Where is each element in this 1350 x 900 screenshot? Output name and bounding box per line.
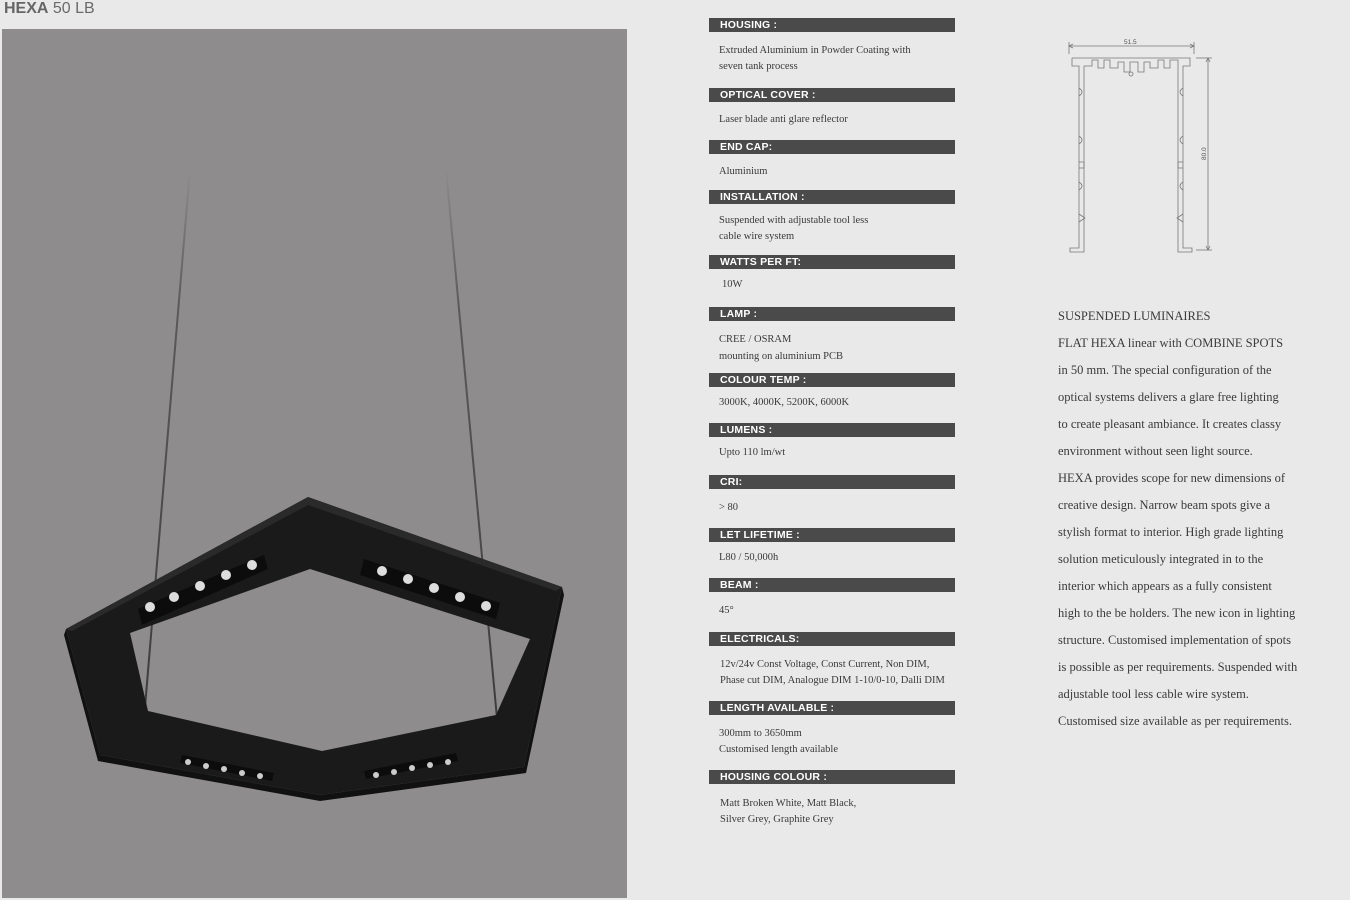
spec-value-optical-cover: Laser blade anti glare reflector	[719, 114, 848, 125]
product-description	[1058, 303, 1338, 735]
description-line: high to the be holders. The new icon in lighting	[1058, 606, 1296, 620]
hexagon-fixture	[66, 497, 562, 795]
spec-value-housing: Extruded Aluminium in Powder Coating with seven tank process	[719, 45, 911, 72]
spec-label-end-cap: END CAP:	[709, 140, 955, 154]
spec-label-length-available: LENGTH AVAILABLE :	[709, 701, 955, 715]
spec-value-let-lifetime: L80 / 50,000h	[719, 552, 779, 563]
description-line: to create pleasant ambiance. It creates classy	[1058, 417, 1282, 431]
description-line: interior which appears as a fully consistent	[1058, 579, 1272, 593]
description-line: stylish format to interior. High grade lighting	[1058, 525, 1284, 539]
description-line: structure. Customised implementation of spots	[1058, 633, 1291, 647]
spec-label-optical-cover: OPTICAL COVER :	[709, 88, 955, 102]
spec-value-colour-temp: 3000K, 4000K, 5200K, 6000K	[719, 397, 850, 408]
spec-value-lamp: CREE / OSRAM mounting on aluminium PCB	[719, 334, 843, 362]
product-model: 50 LB	[52, 0, 95, 17]
description-line: FLAT HEXA linear with COMBINE SPOTS	[1058, 336, 1284, 350]
description-line: in 50 mm. The special configuration of the	[1058, 363, 1272, 377]
spec-label-installation: INSTALLATION :	[709, 190, 955, 204]
spec-label-lamp: LAMP :	[709, 307, 955, 321]
suspension-wire-right	[446, 169, 498, 729]
product-photo	[2, 29, 627, 898]
spec-value-length-available: 300mm to 3650mm Customised length available	[719, 728, 838, 755]
suspension-wire-left	[144, 169, 190, 719]
spec-label-colour-temp: COLOUR TEMP :	[709, 373, 955, 387]
profile-cross-section	[1062, 36, 1222, 258]
description-line: is possible as per requirements. Suspended with	[1058, 660, 1298, 674]
product-name: HEXA	[4, 0, 49, 17]
spec-label-cri: CRI:	[709, 475, 955, 489]
spec-value-installation: Suspended with adjustable tool less cable wire system	[719, 215, 869, 242]
description-line: optical systems delivers a glare free lighting	[1058, 390, 1279, 404]
drawing-height-label: 80.0	[1201, 147, 1208, 160]
description-line: Customised size available as per requirements.	[1058, 714, 1292, 728]
description-line: environment without seen light source.	[1058, 444, 1253, 458]
spec-value-housing-colour: Matt Broken White, Matt Black, Silver Grey, Graphite Grey	[720, 798, 857, 825]
description-heading: SUSPENDED LUMINAIRES	[1058, 309, 1211, 323]
spec-value-electricals: 12v/24v Const Voltage, Const Current, Non DIM, Phase cut DIM, Analogue DIM 1-10/0-10, Dalli DIM	[720, 659, 945, 686]
description-line: adjustable tool less cable wire system.	[1058, 687, 1249, 701]
description-line: HEXA provides scope for new dimensions of	[1058, 471, 1286, 485]
spec-label-let-lifetime: LET LIFETIME :	[709, 528, 955, 542]
spec-value-cri: > 80	[719, 502, 739, 513]
description-line: creative design. Narrow beam spots give a	[1058, 498, 1271, 512]
spec-label-watts-per-ft: WATTS PER FT:	[709, 255, 955, 269]
spec-value-end-cap: Aluminium	[719, 166, 768, 177]
profile-technical-drawing	[1062, 36, 1222, 263]
product-title	[4, 0, 95, 18]
description-line: solution meticulously integrated in to the	[1058, 552, 1264, 566]
drawing-width-label: 51.5	[1124, 39, 1137, 46]
spec-value-watts-per-ft: 10W	[722, 279, 743, 290]
spec-label-electricals: ELECTRICALS:	[709, 632, 955, 646]
spec-label-housing-colour: HOUSING COLOUR :	[709, 770, 955, 784]
spec-label-lumens: LUMENS :	[709, 423, 955, 437]
spec-value-lumens: Upto 110 lm/wt	[719, 447, 786, 458]
spec-value-beam: 45°	[719, 605, 734, 616]
hexa-pendant-illustration	[2, 29, 627, 898]
spec-label-beam: BEAM :	[709, 578, 955, 592]
spec-label-housing: HOUSING :	[709, 18, 955, 32]
